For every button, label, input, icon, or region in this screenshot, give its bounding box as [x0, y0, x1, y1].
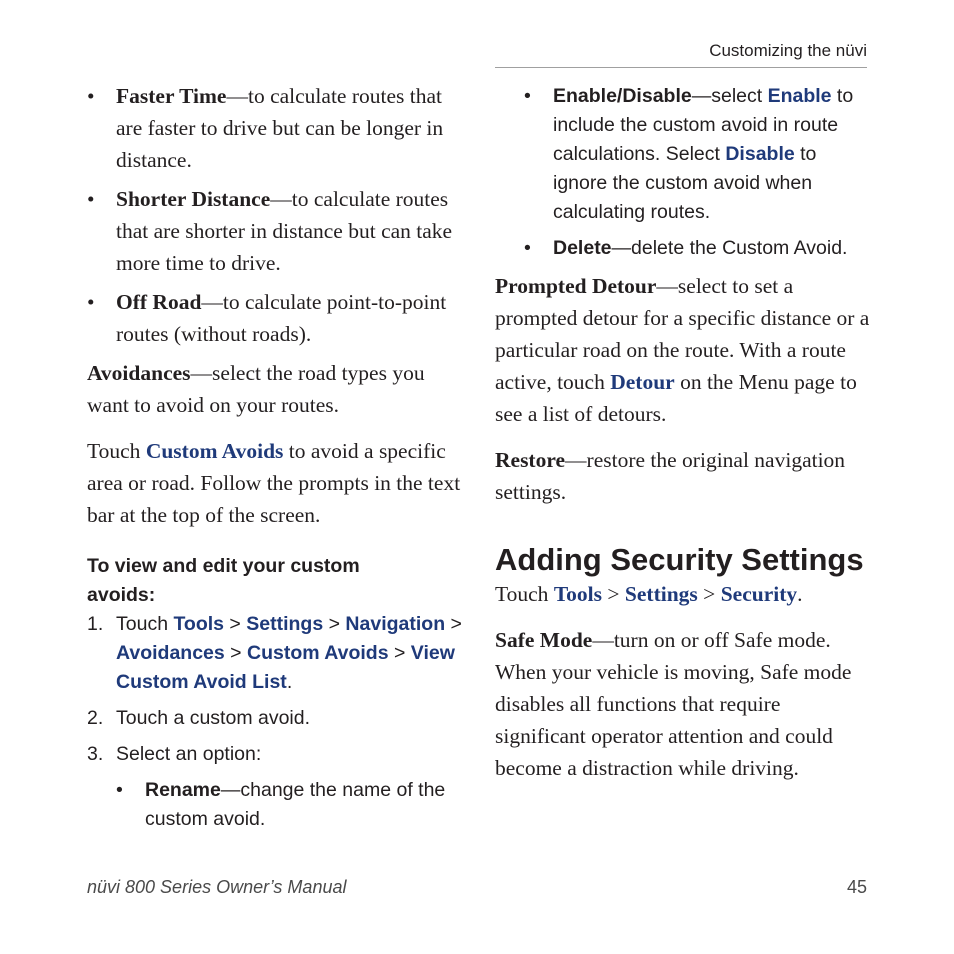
detour-link[interactable]: Detour — [610, 370, 675, 394]
step-1 — [87, 610, 467, 697]
separator: > — [323, 613, 346, 635]
separator: > — [224, 613, 247, 635]
tools-link[interactable]: Tools — [553, 582, 603, 606]
security-path-paragraph — [495, 578, 870, 610]
enable-link[interactable]: Enable — [767, 85, 832, 107]
faster-time-text: —to calculate routes that are faster to drive but can be longer in distance. — [116, 84, 444, 172]
tools-link[interactable]: Tools — [173, 613, 225, 635]
shorter-distance-text: —to calculate routes that are shorter in distance but can take more time to drive. — [116, 187, 453, 275]
separator: > — [224, 642, 247, 664]
faster-time-term: Faster Time — [116, 84, 227, 108]
off-road-term: Off Road — [116, 290, 202, 314]
rename-text: —change the name of the custom avoid. — [145, 779, 446, 830]
step-number: 3. — [87, 743, 104, 765]
restore-term: Restore — [495, 448, 566, 472]
bullet-dot: • — [87, 84, 95, 108]
sub-bullet-rename — [116, 776, 467, 834]
left-column — [87, 80, 467, 834]
bullet-dot: • — [116, 779, 123, 801]
off-road-text: —to calculate point-to-point routes (without roads). — [116, 290, 447, 346]
prompted-detour-term: Prompted Detour — [495, 274, 657, 298]
footer-page-number: 45 — [846, 877, 867, 897]
bullet-shorter-distance — [87, 183, 467, 279]
step-text: Touch a custom avoid. — [116, 707, 311, 729]
bullet-off-road — [87, 286, 467, 350]
safe-mode-paragraph — [495, 624, 870, 784]
prompted-detour-text-2: on the Menu page to see a list of detours. — [495, 370, 857, 426]
bullet-dot: • — [87, 187, 95, 211]
safe-mode-term: Safe Mode — [495, 628, 593, 652]
safe-mode-text: —turn on or off Safe mode. When your vehicle is moving, Safe mode disables all functions that require significant operator attention and could become a distraction while driving. — [495, 628, 852, 780]
restore-paragraph — [495, 444, 870, 508]
period: . — [286, 671, 293, 693]
right-column — [495, 80, 870, 784]
separator: > — [388, 642, 411, 664]
view-custom-avoid-list-link[interactable]: View Custom Avoid List — [116, 642, 455, 693]
step-3 — [87, 740, 467, 769]
period: . — [797, 582, 803, 606]
settings-link[interactable]: Settings — [624, 582, 698, 606]
enable-text: —select — [691, 85, 768, 107]
avoidances-link[interactable]: Avoidances — [116, 642, 225, 664]
steps-heading: To view and edit your custom avoids: — [87, 555, 360, 606]
bullet-dot: • — [524, 237, 531, 259]
separator: > — [602, 582, 625, 606]
step-number: 2. — [87, 707, 104, 729]
footer-manual-title: nüvi 800 Series Owner’s Manual — [87, 877, 347, 897]
custom-avoids-paragraph — [87, 435, 467, 531]
sub-bullet-delete — [524, 234, 870, 263]
separator: > — [445, 613, 462, 635]
custom-avoids-link[interactable]: Custom Avoids — [145, 439, 284, 463]
avoidances-paragraph — [87, 357, 451, 421]
bullet-dot: • — [87, 290, 95, 314]
step-2 — [87, 704, 467, 733]
enable-disable-term: Enable/Disable — [553, 85, 692, 107]
delete-text: —delete the Custom Avoid. — [611, 237, 848, 259]
prompted-detour-text: —select to set a prompted detour for a specific distance or a particular road on the route. With a route active, touch — [495, 274, 870, 394]
delete-term: Delete — [553, 237, 612, 259]
step-text: Select an option: — [116, 743, 262, 765]
running-header: Customizing the nüvi — [709, 41, 867, 60]
separator: > — [697, 582, 721, 606]
disable-link[interactable]: Disable — [725, 143, 795, 165]
bullet-faster-time — [87, 80, 467, 176]
rename-term: Rename — [145, 779, 221, 801]
section-title: Adding Security Settings — [495, 542, 864, 577]
avoidances-text: —select the road types you want to avoid on your routes. — [87, 361, 425, 417]
header-rule — [495, 67, 867, 68]
settings-link[interactable]: Settings — [246, 613, 324, 635]
shorter-distance-term: Shorter Distance — [116, 187, 271, 211]
step-number: 1. — [87, 613, 104, 635]
security-link[interactable]: Security — [720, 582, 798, 606]
avoidances-term: Avoidances — [87, 361, 191, 385]
step-text: Touch — [116, 613, 174, 635]
disable-text: to ignore the custom avoid when calculating routes. — [553, 143, 817, 223]
custom-avoids-menu-link[interactable]: Custom Avoids — [246, 642, 389, 664]
bullet-dot: • — [524, 85, 531, 107]
navigation-link[interactable]: Navigation — [345, 613, 446, 635]
enable-text-2: to include the custom avoid in route calculations. Select — [553, 85, 854, 165]
restore-text: —restore the original navigation settings. — [495, 448, 846, 504]
prompted-detour-paragraph — [495, 270, 870, 430]
custom-avoids-text: to avoid a specific area or road. Follow the prompts in the text bar at the top of the screen. — [87, 439, 461, 527]
touch-text: Touch — [495, 582, 554, 606]
sub-bullet-enable-disable — [524, 82, 870, 227]
touch-text: Touch — [87, 439, 146, 463]
